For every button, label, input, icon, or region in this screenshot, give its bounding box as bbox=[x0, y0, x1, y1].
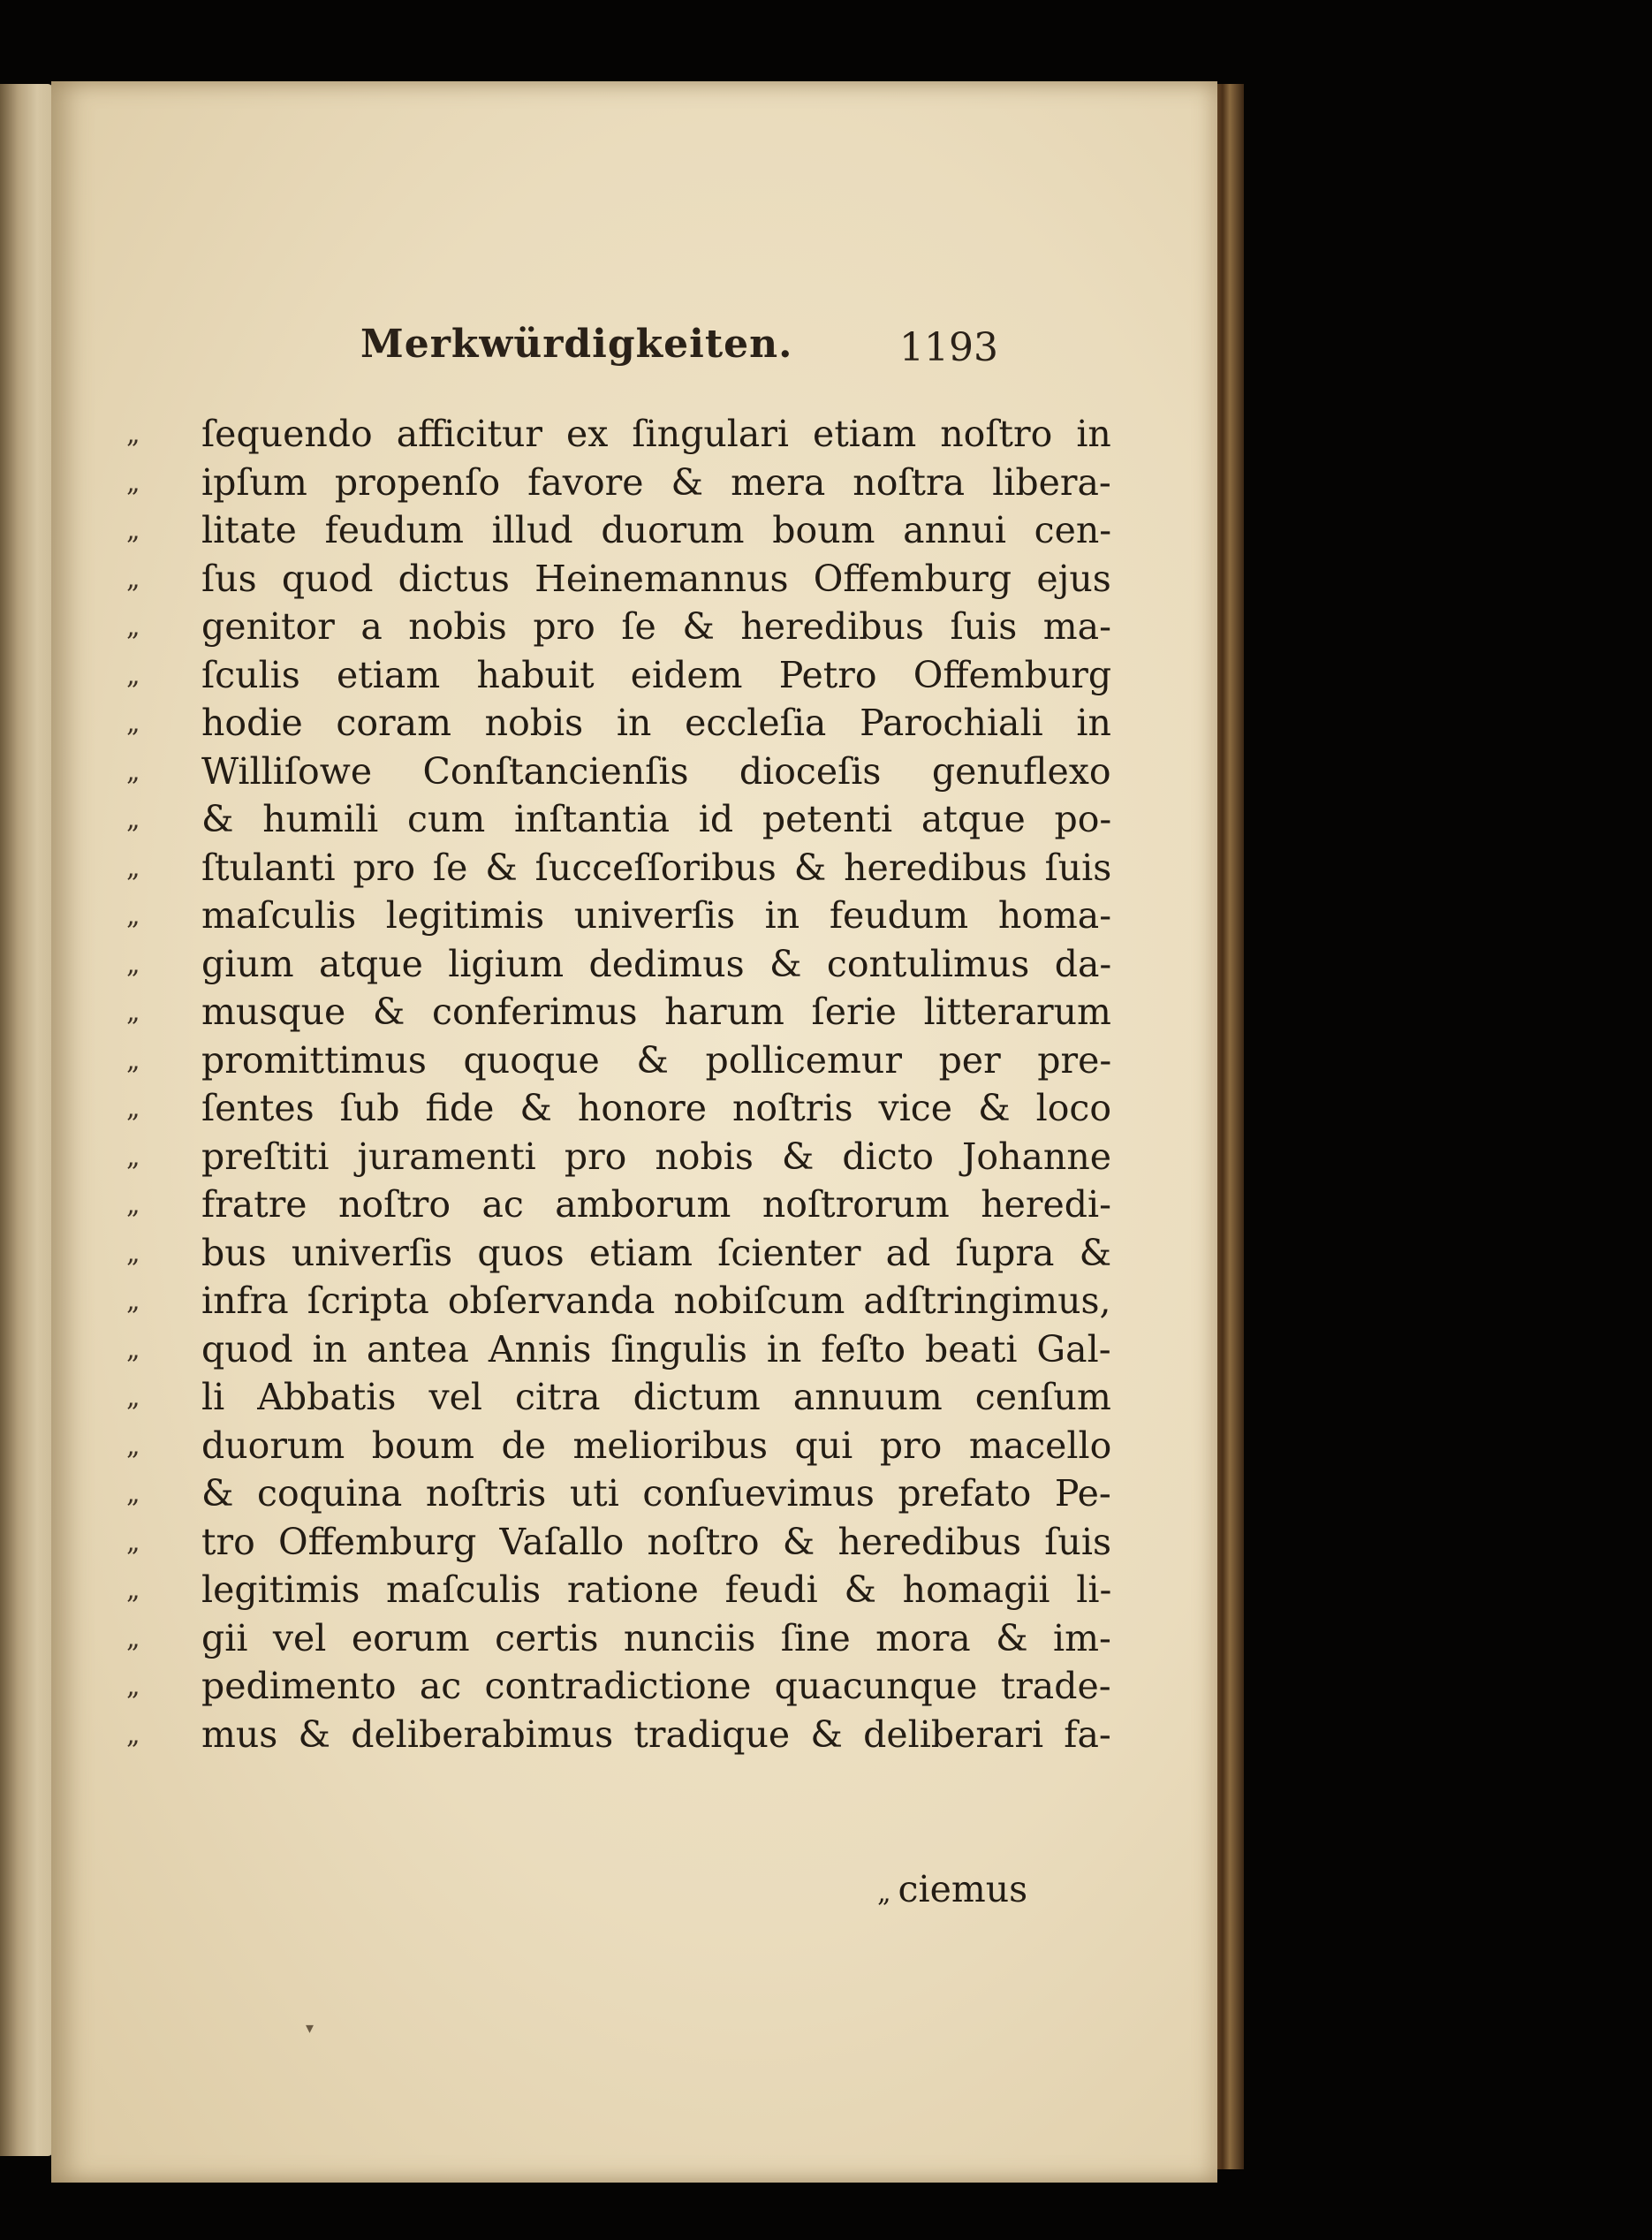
text-line bbox=[126, 1566, 1112, 1614]
line-text: ſtulanti pro ſe & ſucceſſoribus & heredibus ſuis bbox=[201, 846, 1112, 889]
quote-mark: „ bbox=[126, 659, 140, 691]
text-line bbox=[126, 1181, 1111, 1229]
left-page-edge bbox=[0, 84, 53, 2156]
quote-mark: „ bbox=[126, 1141, 140, 1173]
ornament-mark: ▾ bbox=[306, 2019, 314, 2038]
line-text: & humili cum inſtantia id petenti atque po- bbox=[201, 798, 1112, 840]
body-text bbox=[126, 410, 1112, 1758]
line-text: ipſum propenſo favore & mera noſtra libera- bbox=[201, 460, 1111, 504]
quote-mark: „ bbox=[126, 1237, 140, 1269]
text-line bbox=[126, 1518, 1111, 1567]
quote-mark: „ bbox=[126, 419, 140, 450]
line-text: duorum boum de melioribus qui pro macello bbox=[201, 1424, 1112, 1467]
text-line bbox=[126, 1373, 1111, 1422]
text-line bbox=[126, 459, 1111, 507]
quote-mark: „ bbox=[126, 563, 140, 595]
text-line bbox=[126, 1614, 1111, 1663]
quote-mark: „ bbox=[126, 1719, 140, 1750]
text-line bbox=[126, 506, 1112, 555]
quote-mark: „ bbox=[126, 804, 140, 835]
text-line bbox=[126, 1036, 1112, 1085]
quote-mark: „ bbox=[126, 1093, 140, 1124]
text-line bbox=[126, 1325, 1111, 1374]
line-text: musque & conferimus harum ſerie litterarum bbox=[201, 991, 1111, 1033]
quote-mark: „ bbox=[126, 611, 140, 642]
line-text: preſtiti juramenti pro nobis & dicto Johanne bbox=[201, 1135, 1111, 1178]
line-text: infra ſcripta obſervanda nobiſcum adſtringimus, bbox=[201, 1279, 1111, 1322]
catchword-quote-mark: „ bbox=[877, 1878, 891, 1909]
page-number: 1193 bbox=[899, 325, 998, 370]
line-text: gium atque ligium dedimus & contulimus da- bbox=[201, 942, 1112, 985]
quote-mark: „ bbox=[126, 1044, 140, 1076]
quote-mark: „ bbox=[126, 1286, 140, 1317]
quote-mark: „ bbox=[126, 852, 140, 884]
line-text: fratre noſtro ac amborum noſtrorum heredi- bbox=[201, 1183, 1111, 1226]
text-line bbox=[126, 410, 1111, 459]
quote-mark: „ bbox=[126, 1622, 140, 1654]
quote-mark: „ bbox=[126, 948, 140, 980]
text-line bbox=[126, 1711, 1111, 1759]
quote-mark: „ bbox=[126, 997, 140, 1028]
text-line bbox=[126, 555, 1111, 604]
quote-mark: „ bbox=[126, 1382, 140, 1413]
line-text: ſequendo afficitur ex ſingulari etiam noſtro in bbox=[201, 413, 1111, 455]
book-page bbox=[51, 81, 1217, 2183]
catchword bbox=[877, 1868, 1027, 1910]
text-line bbox=[126, 1277, 1111, 1325]
line-text: genitor a nobis pro ſe & heredibus ſuis ma- bbox=[201, 605, 1111, 648]
text-line bbox=[126, 651, 1112, 700]
line-text: gii vel eorum certis nunciis ſine mora & im- bbox=[201, 1616, 1111, 1659]
line-text: quod in antea Annis ſingulis in feſto beati Gal- bbox=[201, 1327, 1111, 1371]
page-header bbox=[51, 322, 1217, 383]
quote-mark: „ bbox=[126, 1189, 140, 1220]
text-line bbox=[126, 1229, 1112, 1278]
quote-mark: „ bbox=[126, 900, 140, 931]
line-text: legitimis maſculis ratione feudi & homagii li- bbox=[201, 1568, 1112, 1611]
running-title: Merkwürdigkeiten. bbox=[360, 322, 793, 367]
quote-mark: „ bbox=[126, 1671, 140, 1702]
catchword-text: ciemus bbox=[898, 1868, 1028, 1910]
text-line bbox=[126, 988, 1111, 1036]
text-line bbox=[126, 844, 1112, 892]
text-line bbox=[126, 940, 1112, 989]
quote-mark: „ bbox=[126, 708, 140, 739]
text-line bbox=[126, 1084, 1112, 1133]
line-text: promittimus quoque & pollicemur per pre- bbox=[201, 1038, 1112, 1082]
quote-mark: „ bbox=[126, 467, 140, 498]
line-text: Williſowe Conſtancienſis dioceſis genuflexo bbox=[201, 749, 1111, 793]
text-line bbox=[126, 1133, 1111, 1181]
text-line bbox=[126, 699, 1111, 748]
quote-mark: „ bbox=[126, 1575, 140, 1606]
line-text: litate feudum illud duorum boum annui cen- bbox=[201, 509, 1112, 551]
line-text: ſentes ſub fide & honore noſtris vice & loco bbox=[201, 1087, 1112, 1129]
line-text: tro Offemburg Vaſallo noſtro & heredibus ſuis bbox=[201, 1520, 1111, 1563]
quote-mark: „ bbox=[126, 756, 140, 787]
line-text: ſus quod dictus Heinemannus Offemburg ejus bbox=[201, 557, 1111, 600]
text-line bbox=[126, 892, 1112, 940]
text-line bbox=[126, 795, 1112, 844]
text-line bbox=[126, 748, 1111, 796]
text-line bbox=[126, 603, 1111, 651]
line-text: ſculis etiam habuit eidem Petro Offemburg bbox=[201, 653, 1112, 696]
line-text: & coquina noſtris uti conſuevimus prefato Pe- bbox=[201, 1472, 1111, 1515]
line-text: li Abbatis vel citra dictum annuum cenſum bbox=[201, 1376, 1111, 1418]
text-line bbox=[126, 1662, 1111, 1711]
quote-mark: „ bbox=[126, 1478, 140, 1509]
line-text: mus & deliberabimus tradique & deliberari fa- bbox=[201, 1712, 1111, 1756]
text-line bbox=[126, 1469, 1111, 1518]
line-text: hodie coram nobis in eccleſia Parochiali in bbox=[201, 702, 1111, 744]
quote-mark: „ bbox=[126, 1526, 140, 1558]
line-text: pedimento ac contradictione quacunque trade- bbox=[201, 1665, 1111, 1707]
quote-mark: „ bbox=[126, 1430, 140, 1462]
quote-mark: „ bbox=[126, 1333, 140, 1365]
line-text: maſculis legitimis univerſis in feudum homa- bbox=[201, 894, 1112, 937]
line-text: bus univerſis quos etiam ſcienter ad ſupra & bbox=[201, 1231, 1112, 1274]
text-line bbox=[126, 1422, 1112, 1470]
quote-mark: „ bbox=[126, 515, 140, 546]
